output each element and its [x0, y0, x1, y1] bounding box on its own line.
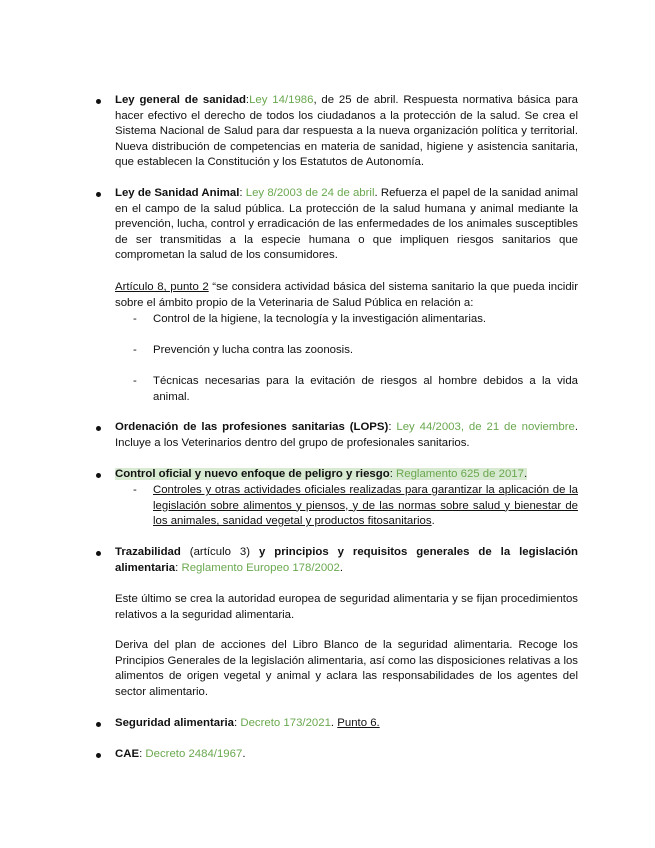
bullet-icon	[96, 426, 101, 431]
bullet-icon	[96, 722, 101, 727]
bullet-icon	[96, 473, 101, 478]
law-reference: Reglamento 625 de 2017	[396, 468, 524, 480]
dash-marker: -	[133, 484, 137, 496]
item-title: Seguridad alimentaria	[115, 717, 235, 729]
article-paragraph	[115, 280, 578, 311]
bullet-icon	[96, 753, 101, 758]
bullet-icon	[96, 99, 101, 104]
item-title: CAE	[115, 748, 140, 760]
paragraph: Deriva del plan de acciones del Libro Blanco de la seguridad alimentaria. Recoge los Principios Generales de la legislación alimentaria, así como las disposiciones relativas a los alimentos de origen vegetal y animal y aclara las responsabilidades de los agentes del sector alimentario.	[115, 639, 578, 698]
item-title: Ley de Sanidad Animal	[115, 187, 240, 199]
item-text: . Refuerza el papel de la sanidad animal en el campo de la salud pública. La protección de la salud humana y animal mediante la prevención, lucha, control y erradicación de las enfermedades de los animales susceptibles de ser transmitidas a la especie humana o que impliquen riesgos sanitarios que comprometan la salud de los consumidores.	[115, 187, 579, 262]
list-item-seguridad-alimentaria: Seguridad alimentaria: Decreto 173/2021. Punto 6.	[115, 716, 578, 732]
item-title-continued: y principios y requisitos generales de la legislación alimentaria	[115, 546, 578, 574]
law-reference: Reglamento Europeo 178/2002	[181, 561, 340, 574]
item-title: Ley general de sanidad	[115, 94, 246, 106]
item-text: . Incluye a los Veterinarios dentro del grupo de profesionales sanitarios.	[115, 421, 578, 449]
item-title: Ordenación de las profesiones sanitarias (LOPS)	[115, 421, 389, 433]
list-item-ley-general-sanidad: Ley general de sanidad:Ley 14/1986, de 25 de abril. Respuesta normativa básica para hacer efectivo el derecho de todos los ciudadanos a la protección de la salud. Se crea el Sistema Nacional de Salud para dar respuesta a la nueva organización política y territorial. Nueva distribución de competencias en materia de sanidad, higiene y asistencia sanitaria, que establecen la Constitución y los Estatutos de Autonomía.	[115, 93, 578, 171]
dash-marker: -	[133, 344, 137, 356]
dash-marker: -	[133, 375, 137, 387]
sub-item: - Prevención y lucha contra las zoonosis.	[153, 343, 578, 359]
paragraph: Este último se crea la autoridad europea de seguridad alimentaria y se fijan procedimientos relativos a la seguridad alimentaria.	[115, 593, 578, 621]
item-text: , de 25 de abril. Respuesta normativa básica para hacer efectivo el derecho de todos los ciudadanos a la protección de la salud. Se crea el Sistema Nacional de Salud para dar respuesta a la nueva organización política y territorial. Nueva distribución de competencias en materia de sanidad, higiene y asistencia sanitaria, que establecen la Constitución y los Estatutos de Autonomía.	[115, 94, 578, 169]
list-item-trazabilidad: Trazabilidad (artículo 3) y principios y requisitos generales de la legislación alimentaria: Reglamento Europeo 178/2002.	[115, 545, 578, 576]
sub-item: - Control de la higiene, la tecnología y la investigación alimentarias.	[153, 312, 578, 328]
list-item-control-oficial: Control oficial y nuevo enfoque de peligro y riesgo: Reglamento 625 de 2017.	[115, 467, 578, 483]
law-reference: Decreto 173/2021	[240, 717, 331, 729]
law-reference: Ley 8/2003 de 24 de abril	[245, 187, 375, 199]
law-reference: Decreto 2484/1967	[145, 748, 243, 760]
punto-link[interactable]: Punto 6.	[337, 717, 380, 729]
item-title: Control oficial y nuevo enfoque de peligro y riesgo	[115, 468, 390, 480]
list-item-cae: CAE: Decreto 2484/1967.	[115, 747, 578, 763]
article-text: “se considera actividad básica del sistema sanitario la que pueda incidir sobre el ámbito propio de la Veterinaria de Salud Pública en relación a:	[115, 281, 578, 309]
law-reference: Ley 14/1986	[249, 94, 314, 106]
item-title: Trazabilidad	[115, 546, 181, 558]
article-reference: Artículo 8, punto 2	[115, 281, 209, 293]
sub-item: - Controles y otras actividades oficiales realizadas para garantizar la aplicación de la legislación sobre alimentos y piensos, y de las normas sobre salud y bienestar de los animales, sanidad vegetal y productos fitosanitarios.	[133, 484, 578, 528]
sub-item: - Técnicas necesarias para la evitación de riesgos al hombre debidos a la vida animal.	[133, 375, 578, 403]
list-item-ley-sanidad-animal: Ley de Sanidad Animal: Ley 8/2003 de 24 de abril. Refuerza el papel de la sanidad animal en el campo de la salud pública. La protección de la salud humana y animal mediante la prevención, lucha, control y erradicación de las enfermedades de los animales susceptibles de ser transmitidas a la especie humana o que impliquen riesgos sanitarios que comprometan la salud de los consumidores.	[115, 186, 578, 264]
list-item-lops: Ordenación de las profesiones sanitarias (LOPS): Ley 44/2003, de 21 de noviembre. Incluye a los Veterinarios dentro del grupo de profesionales sanitarios.	[115, 420, 578, 451]
dash-marker: -	[133, 313, 137, 325]
bullet-icon	[96, 192, 101, 197]
law-reference: Ley 44/2003, de 21 de noviembre	[396, 421, 575, 433]
item-text: .	[523, 468, 528, 480]
bullet-icon	[96, 551, 101, 556]
